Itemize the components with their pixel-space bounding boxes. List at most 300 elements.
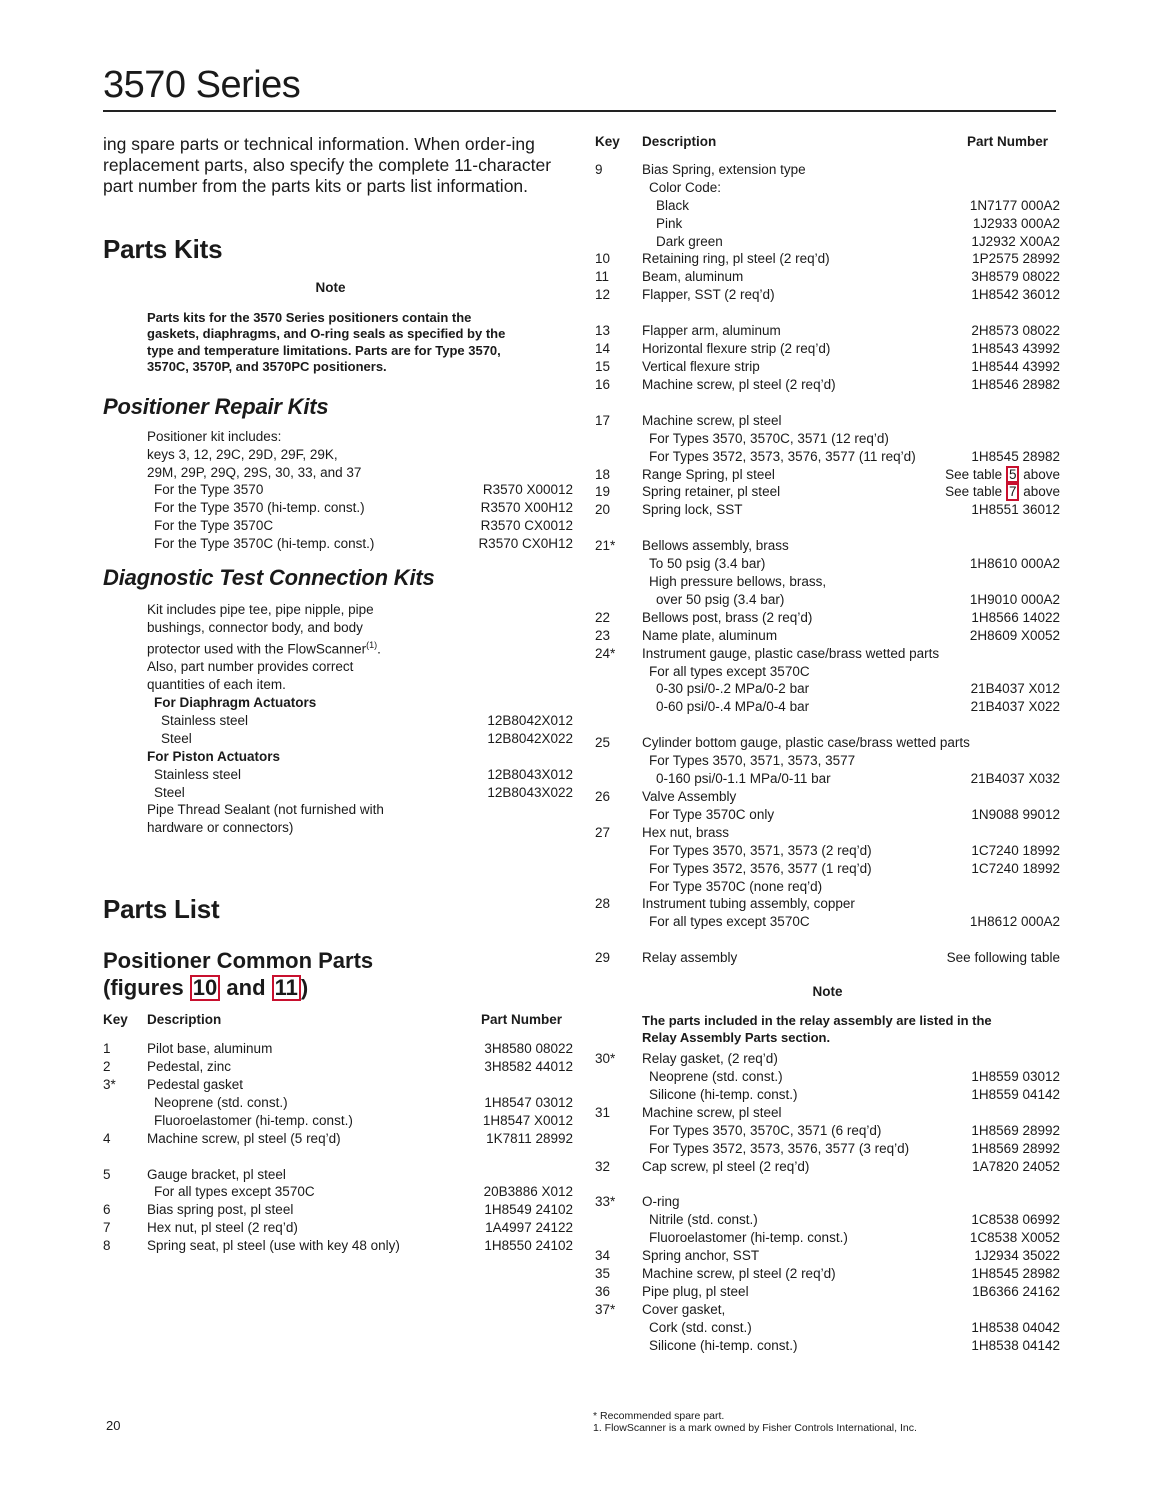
part-cell: 1N9088 99012	[971, 806, 1060, 822]
table-row	[595, 286, 1060, 304]
part-cell: See following table	[946, 950, 1060, 966]
table-row	[595, 466, 1060, 484]
table-row	[595, 734, 1060, 752]
desc-cell: Pipe plug, pl steel	[642, 1283, 749, 1299]
kit-row	[147, 712, 573, 730]
key-cell: 11	[595, 269, 610, 285]
table-row	[595, 555, 1060, 573]
kit-part: R3570 X00H12	[480, 500, 573, 516]
part-cell: 1H8551 36012	[971, 502, 1060, 518]
part-cell: 3H8579 08022	[971, 269, 1060, 285]
desc-cell: Spring anchor, SST	[642, 1248, 760, 1264]
heading-line	[103, 974, 573, 1001]
desc-cell: Relay assembly	[642, 950, 738, 966]
part-cell: 1H8559 04142	[971, 1086, 1060, 1102]
key-cell: 5	[103, 1166, 111, 1182]
title-rule	[103, 110, 1056, 112]
key-cell: 13	[595, 323, 611, 339]
table-row	[595, 680, 1060, 698]
desc-cell: For Types 3572, 3576, 3577 (1 req’d)	[649, 860, 872, 876]
kit-part: 12B8043X012	[487, 766, 573, 782]
part-cell: 1J2932 X00A2	[971, 233, 1060, 249]
key-cell: 22	[595, 609, 611, 625]
key-cell: 1	[103, 1041, 111, 1057]
diagnostic-kits-heading: Diagnostic Test Connection Kits	[103, 565, 435, 591]
key-cell: 16	[595, 376, 611, 392]
part-cell: 1H8559 03012	[971, 1068, 1060, 1084]
table-row	[595, 573, 1060, 591]
table-row	[595, 878, 1060, 896]
common-parts-heading	[103, 947, 573, 1001]
desc-cell: Bellows post, brass (2 req’d)	[642, 609, 813, 625]
table-row	[595, 824, 1060, 842]
kit-desc: Steel	[161, 730, 192, 746]
table-7-link[interactable]: 7	[1006, 483, 1020, 501]
footnote-ref: (1)	[366, 639, 378, 650]
desc-cell: Color Code:	[649, 179, 722, 195]
text-line: keys 3, 12, 29C, 29D, 29F, 29K,	[147, 446, 338, 462]
table-row	[103, 1112, 573, 1130]
desc-cell: Pedestal, zinc	[147, 1058, 232, 1074]
table-row	[595, 215, 1060, 233]
kit-row	[147, 784, 573, 802]
table-row	[595, 179, 1060, 197]
key-header: Key	[595, 134, 620, 149]
diagnostic-kit-description	[103, 601, 573, 837]
kit-row	[147, 481, 573, 499]
table-row	[595, 645, 1060, 663]
desc-cell: Nitrile (std. const.)	[649, 1212, 758, 1228]
ref-text: See table	[945, 484, 1006, 500]
part-cell: 1H8538 04042	[971, 1319, 1060, 1335]
part-cell: 21B4037 X022	[970, 699, 1060, 715]
key-cell: 6	[103, 1202, 111, 1218]
table-row	[103, 1058, 573, 1076]
part-cell: 1H8538 04142	[971, 1337, 1060, 1353]
kit-row	[147, 730, 573, 748]
table-row	[595, 412, 1060, 430]
table-row	[595, 1158, 1060, 1176]
table-row	[595, 1247, 1060, 1265]
kit-part: 12B8042X012	[487, 712, 573, 728]
description-header: Description	[642, 134, 717, 149]
table-row	[595, 788, 1060, 806]
desc-cell: To 50 psig (3.4 bar)	[649, 556, 766, 572]
part-cell: 1K7811 28992	[486, 1130, 573, 1146]
desc-cell: Cap screw, pl steel (2 req’d)	[642, 1158, 810, 1174]
key-cell: 32	[595, 1158, 611, 1174]
table-row	[595, 1140, 1060, 1158]
table-row	[103, 1201, 573, 1219]
ref-text: See table	[945, 466, 1006, 482]
desc-cell: For all types except 3570C	[649, 914, 810, 930]
key-cell: 36	[595, 1283, 611, 1299]
part-number-header: Part Number	[481, 1012, 563, 1028]
key-cell: 7	[103, 1220, 111, 1236]
table-row	[103, 1076, 573, 1094]
table-row	[595, 591, 1060, 609]
desc-cell: Flapper arm, aluminum	[642, 323, 781, 339]
part-cell: 1N7177 000A2	[969, 197, 1060, 213]
key-cell: 14	[595, 341, 611, 357]
table-row	[595, 752, 1060, 770]
desc-cell: For Types 3572, 3573, 3576, 3577 (11 req’d)	[649, 448, 916, 464]
key-cell: 3*	[103, 1076, 116, 1092]
text-line: Pipe Thread Sealant (not furnished with	[147, 802, 384, 818]
part-cell: 1C7240 18992	[971, 860, 1060, 876]
diaphragm-label: For Diaphragm Actuators	[154, 695, 317, 710]
table-row	[595, 698, 1060, 716]
desc-cell: Bellows assembly, brass	[642, 538, 789, 554]
key-cell: 27	[595, 824, 611, 840]
part-cell: 1H8610 000A2	[969, 556, 1060, 572]
part-cell: 1H8547 03012	[484, 1094, 573, 1110]
kit-part: 12B8042X022	[487, 730, 573, 746]
key-cell: 2	[103, 1058, 111, 1074]
kit-part: 12B8043X022	[487, 784, 573, 800]
table-row	[595, 1068, 1060, 1086]
table-row	[595, 197, 1060, 215]
text-line: bushings, connector body, and body	[147, 619, 363, 635]
table-row	[595, 1229, 1060, 1247]
page-number: 20	[106, 1418, 121, 1433]
part-cell: 2H8573 08022	[971, 323, 1060, 339]
part-cell: 1H8542 36012	[971, 287, 1060, 303]
kit-desc: Stainless steel	[154, 766, 242, 782]
desc-cell: For Types 3570, 3570C, 3571 (6 req’d)	[649, 1122, 882, 1138]
desc-cell: 0-160 psi/0-1.1 MPa/0-11 bar	[656, 771, 831, 787]
part-cell: 1H8546 28982	[971, 376, 1060, 392]
desc-cell: Neoprene (std. const.)	[649, 1068, 783, 1084]
part-cell: 2H8609 X0052	[969, 627, 1060, 643]
table-row	[595, 627, 1060, 645]
key-cell: 34	[595, 1248, 611, 1264]
text-line: 29M, 29P, 29Q, 29S, 30, 33, and 37	[147, 464, 362, 480]
desc-cell: Hex nut, pl steel (2 req’d)	[147, 1220, 298, 1236]
table-row	[595, 913, 1060, 931]
part-cell: 1H8544 43992	[971, 358, 1060, 374]
ref-text: above	[1019, 484, 1060, 500]
part-cell: 3H8580 08022	[484, 1041, 573, 1057]
footnotes	[593, 1411, 917, 1434]
repair-kits-heading: Positioner Repair Kits	[103, 393, 329, 419]
desc-cell: Flapper, SST (2 req’d)	[642, 287, 775, 303]
table-row	[595, 770, 1060, 788]
key-cell: 26	[595, 789, 611, 804]
table-row	[595, 895, 1060, 913]
table-row	[595, 1283, 1060, 1301]
key-cell: 20	[595, 502, 611, 518]
table-row	[595, 609, 1060, 627]
table-row	[595, 430, 1060, 448]
desc-cell: Hex nut, brass	[642, 824, 730, 840]
part-cell: 1H8569 28992	[971, 1140, 1060, 1156]
note-body: Parts kits for the 3570 Series positioners contain the gaskets, diaphragms, and O-ring seals as specified by the type and temperature limitations. Parts are for Type 3570, 3570C, 3570P, and 3570PC positioners.	[147, 309, 506, 375]
part-cell: 1H8549 24102	[484, 1202, 573, 1218]
table-row	[595, 358, 1060, 376]
table-row	[595, 448, 1060, 466]
text-line: Positioner kit includes:	[147, 428, 282, 444]
part-cell: 1H8569 28992	[971, 1122, 1060, 1138]
key-cell: 19	[595, 484, 611, 500]
part-cell: 1A4997 24122	[485, 1220, 573, 1236]
part-cell: 1B6366 24162	[972, 1283, 1060, 1299]
text-line: Kit includes pipe tee, pipe nipple, pipe	[147, 601, 374, 617]
desc-cell: Spring seat, pl steel (use with key 48 only)	[147, 1238, 400, 1254]
footnote-flowscanner: 1. FlowScanner is a mark owned by Fisher Controls International, Inc.	[593, 1421, 917, 1434]
row-gap	[595, 519, 1060, 537]
footnote-spare: * Recommended spare part.	[593, 1410, 725, 1422]
table-row	[595, 376, 1060, 394]
desc-cell: Silicone (hi-temp. const.)	[649, 1337, 798, 1353]
kit-row	[147, 499, 573, 517]
part-cell: 1H8566 14022	[971, 609, 1060, 625]
part-cell: 1C8538 06992	[971, 1212, 1060, 1228]
relay-note-body: The parts included in the relay assembly are listed in the Relay Assembly Parts section.	[642, 1013, 992, 1045]
desc-cell: For Types 3570, 3571, 3573 (2 req’d)	[649, 842, 872, 858]
repair-kit-description	[103, 428, 573, 553]
key-cell: 30*	[595, 1051, 616, 1067]
piston-label: For Piston Actuators	[147, 748, 281, 764]
desc-cell: Beam, aluminum	[642, 269, 744, 285]
part-cell: 1P2575 28992	[972, 251, 1060, 267]
desc-cell: Cork (std. const.)	[649, 1319, 752, 1335]
left-column	[103, 130, 573, 1255]
desc-cell: Silicone (hi-temp. const.)	[649, 1086, 798, 1102]
part-cell: 1J2933 000A2	[972, 215, 1060, 231]
desc-cell: Name plate, aluminum	[642, 627, 778, 643]
part-cell: 20B3886 X012	[483, 1184, 573, 1200]
kit-desc: For the Type 3570C	[154, 518, 274, 534]
part-cell: 1H8545 28982	[971, 448, 1060, 464]
desc-cell: For Types 3570, 3570C, 3571 (12 req’d)	[649, 430, 889, 446]
kit-row	[147, 766, 573, 784]
table-row	[595, 233, 1060, 251]
part-cell: 1H8550 24102	[484, 1238, 573, 1254]
desc-cell: High pressure bellows, brass,	[649, 574, 827, 590]
table-row	[595, 1050, 1060, 1068]
key-cell: 8	[103, 1238, 111, 1254]
desc-cell: Horizontal flexure strip (2 req’d)	[642, 341, 831, 357]
parts-list-heading: Parts List	[103, 894, 220, 925]
table-row	[103, 1237, 573, 1255]
desc-cell: For Type 3570C only	[649, 806, 775, 822]
parts-kits-heading: Parts Kits	[103, 234, 223, 264]
desc-cell: Fluoroelastomer (hi-temp. const.)	[649, 1230, 848, 1246]
key-cell: 37*	[595, 1301, 616, 1317]
table-row	[103, 1040, 573, 1058]
figure-11-link[interactable]: 11	[272, 975, 301, 1001]
table-row	[595, 501, 1060, 519]
desc-cell: over 50 psig (3.4 bar)	[656, 591, 785, 607]
desc-cell: Range Spring, pl steel	[642, 466, 775, 482]
key-cell: 31	[595, 1104, 611, 1120]
desc-cell: For Type 3570C (none req’d)	[649, 878, 823, 894]
part-cell: 1H8612 000A2	[969, 914, 1060, 930]
desc-cell: 0-60 psi/0-.4 MPa/0-4 bar	[656, 699, 810, 715]
desc-cell: Pedestal gasket	[147, 1076, 244, 1092]
text-line: hardware or connectors)	[147, 820, 294, 836]
kit-desc: For the Type 3570 (hi-temp. const.)	[154, 500, 365, 516]
table-row	[595, 483, 1060, 501]
row-gap	[595, 716, 1060, 734]
desc-cell: Machine screw, pl steel (5 req’d)	[147, 1130, 341, 1146]
table-row	[595, 537, 1060, 555]
desc-cell: Valve Assembly	[642, 789, 737, 804]
kit-desc: Stainless steel	[161, 712, 249, 728]
text-fragment: .	[377, 641, 381, 657]
key-cell: 33*	[595, 1194, 616, 1210]
table-row	[595, 1122, 1060, 1140]
text-fragment: protector used with the FlowScanner	[147, 641, 367, 657]
key-cell: 9	[595, 161, 603, 177]
ref-text: above	[1019, 466, 1060, 482]
right-column	[595, 130, 1060, 1355]
table-row	[595, 340, 1060, 358]
key-cell: 23	[595, 627, 611, 643]
table-row	[595, 1265, 1060, 1283]
desc-cell: Fluoroelastomer (hi-temp. const.)	[154, 1112, 353, 1128]
key-cell: 17	[595, 412, 611, 428]
key-cell: 29	[595, 950, 611, 966]
desc-cell: Instrument tubing assembly, copper	[642, 896, 855, 912]
part-cell: 1A7820 24052	[972, 1158, 1060, 1174]
desc-cell: Vertical flexure strip	[642, 358, 760, 374]
desc-cell: Gauge bracket, pl steel	[147, 1166, 286, 1182]
part-cell: 21B4037 X032	[970, 771, 1060, 787]
part-cell	[930, 466, 1060, 484]
table-row	[595, 1211, 1060, 1229]
key-cell: 35	[595, 1266, 611, 1282]
desc-cell: Pink	[656, 215, 683, 231]
relay-note-title: Note	[812, 984, 843, 1000]
desc-cell: Machine screw, pl steel	[642, 412, 782, 428]
kit-desc: Steel	[154, 784, 185, 800]
desc-cell: Bias spring post, pl steel	[147, 1202, 294, 1218]
description-header: Description	[147, 1012, 222, 1028]
key-cell: 21*	[595, 538, 616, 554]
key-cell: 18	[595, 466, 611, 482]
table-row	[595, 1193, 1060, 1211]
part-cell: 1H8547 X0012	[482, 1112, 573, 1128]
table-header	[103, 1011, 573, 1029]
key-cell: 15	[595, 358, 611, 374]
desc-cell: For Types 3570, 3571, 3573, 3577	[649, 753, 856, 769]
table-row	[595, 161, 1060, 179]
part-cell: 1J2934 35022	[974, 1248, 1060, 1264]
heading-fragment: and	[220, 975, 272, 1001]
kit-desc: For the Type 3570C (hi-temp. const.)	[154, 536, 375, 552]
table-header	[595, 133, 1060, 151]
desc-cell: Cylinder bottom gauge, plastic case/brass wetted parts	[642, 735, 970, 751]
table-row	[595, 860, 1060, 878]
heading-fragment: )	[300, 975, 309, 1001]
desc-cell: Machine screw, pl steel (2 req’d)	[642, 1266, 836, 1282]
desc-cell: Neoprene (std. const.)	[154, 1094, 288, 1110]
table-row	[595, 949, 1060, 967]
key-cell: 4	[103, 1130, 111, 1146]
desc-cell: Machine screw, pl steel	[642, 1104, 782, 1120]
row-gap	[595, 931, 1060, 949]
table-row	[595, 250, 1060, 268]
heading-fragment: (figures	[103, 975, 190, 1001]
table-row	[595, 663, 1060, 681]
kit-row	[147, 535, 573, 553]
part-cell: 3H8582 44012	[484, 1058, 573, 1074]
key-cell: 10	[595, 251, 611, 267]
figure-10-link[interactable]: 10	[190, 975, 220, 1001]
part-cell: 21B4037 X012	[970, 681, 1060, 697]
desc-cell: Instrument gauge, plastic case/brass wetted parts	[642, 645, 940, 661]
part-number-header: Part Number	[967, 134, 1049, 149]
row-gap	[595, 1175, 1060, 1193]
table-row	[595, 1086, 1060, 1104]
table-row	[595, 322, 1060, 340]
desc-cell: Spring lock, SST	[642, 502, 743, 518]
part-cell: 1H9010 000A2	[969, 591, 1060, 607]
desc-cell: For all types except 3570C	[154, 1184, 315, 1200]
desc-cell: Cover gasket,	[642, 1301, 726, 1317]
table-row	[595, 1337, 1060, 1355]
desc-cell: 0-30 psi/0-.2 MPa/0-2 bar	[656, 681, 810, 697]
table-row	[103, 1166, 573, 1184]
intro-paragraph: ing spare parts or technical information. When order-ing replacement parts, also specify the complete 11-character part number from the parts kits or parts list information.	[103, 134, 552, 196]
key-cell: 25	[595, 735, 611, 751]
kit-row	[147, 517, 573, 535]
part-cell: 1C7240 18992	[971, 842, 1060, 858]
page-title: 3570 Series	[103, 64, 301, 106]
kit-part: R3570 CX0H12	[478, 536, 573, 552]
key-cell: 28	[595, 896, 611, 912]
desc-cell: Relay gasket, (2 req’d)	[642, 1051, 778, 1067]
part-cell: 1H8543 43992	[971, 341, 1060, 357]
text-line	[147, 637, 573, 658]
desc-cell: For Types 3572, 3573, 3576, 3577 (3 req’d)	[649, 1140, 910, 1156]
key-header: Key	[103, 1012, 128, 1028]
row-gap	[103, 1148, 573, 1166]
table-row	[595, 268, 1060, 286]
text-line: Also, part number provides correct	[147, 659, 354, 675]
part-cell	[930, 483, 1060, 501]
desc-cell: Spring retainer, pl steel	[642, 484, 781, 500]
desc-cell: Pilot base, aluminum	[147, 1041, 273, 1057]
table-row	[103, 1219, 573, 1237]
desc-cell: Dark green	[656, 233, 723, 249]
table-row	[595, 1301, 1060, 1319]
row-gap	[595, 304, 1060, 322]
note-title: Note	[315, 279, 346, 295]
text-line: quantities of each item.	[147, 677, 286, 693]
table-row	[103, 1094, 573, 1112]
kit-part: R3570 CX0012	[480, 518, 573, 534]
desc-cell: Retaining ring, pl steel (2 req’d)	[642, 251, 830, 267]
heading-line: Positioner Common Parts	[103, 948, 374, 974]
kit-desc: For the Type 3570	[154, 482, 264, 498]
desc-cell: Machine screw, pl steel (2 req’d)	[642, 376, 836, 392]
desc-cell: Bias Spring, extension type	[642, 161, 806, 177]
desc-cell: For all types except 3570C	[649, 663, 810, 679]
table-row	[103, 1130, 573, 1148]
table-row	[595, 842, 1060, 860]
table-5-link[interactable]: 5	[1006, 466, 1020, 484]
desc-cell: Black	[656, 197, 690, 213]
desc-cell: O-ring	[642, 1194, 680, 1210]
table-row	[595, 1104, 1060, 1122]
key-cell: 12	[595, 287, 611, 303]
row-gap	[595, 394, 1060, 412]
part-cell: 1H8545 28982	[971, 1266, 1060, 1282]
table-row	[595, 1319, 1060, 1337]
